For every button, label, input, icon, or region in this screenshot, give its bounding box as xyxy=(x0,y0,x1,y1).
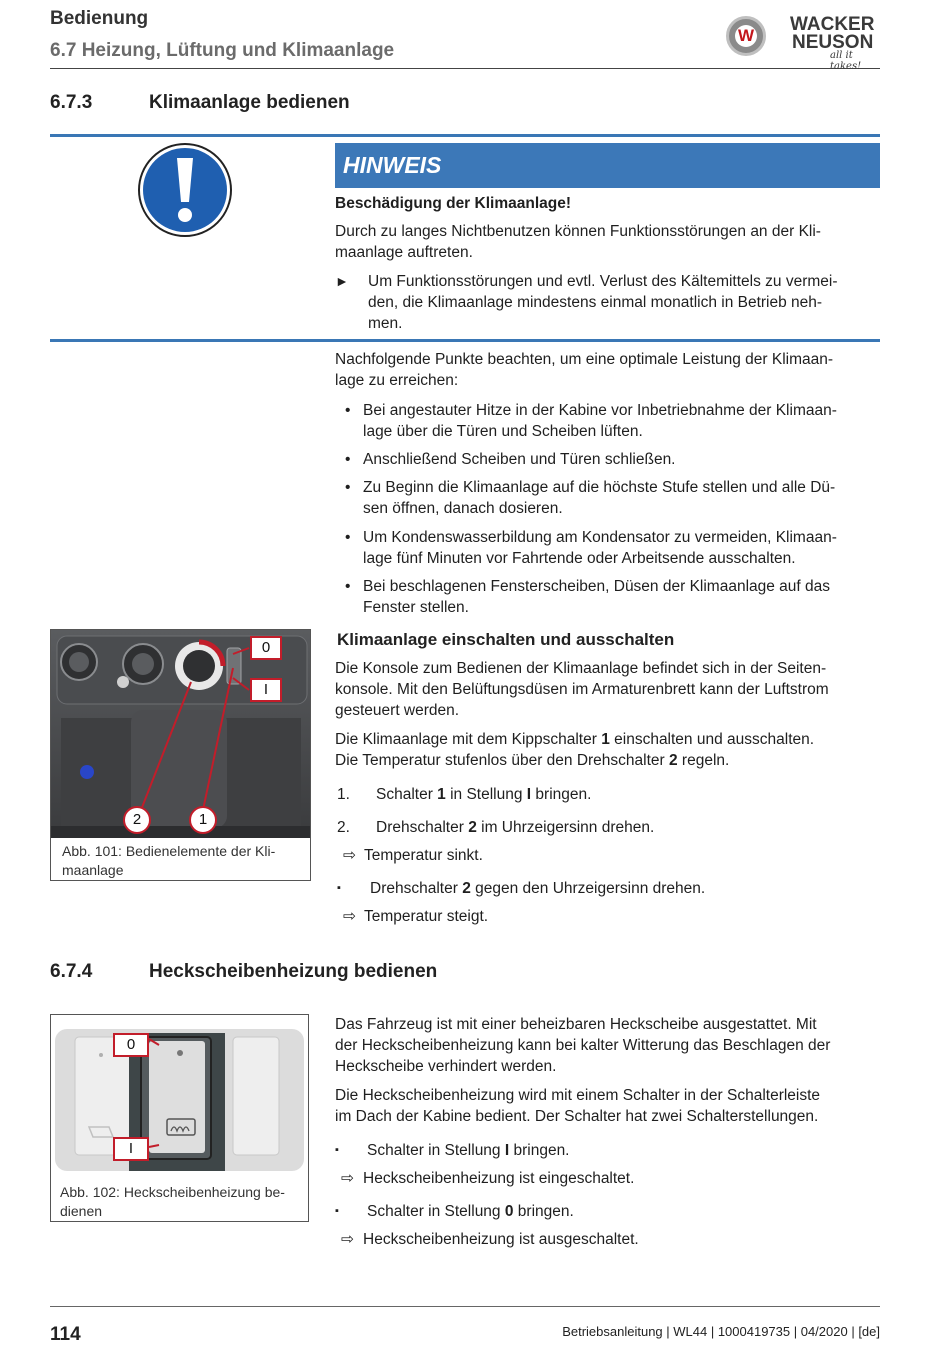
figure-caption-line-1: Abb. 101: Bedienelemente der Kli- xyxy=(62,843,276,859)
intro-line-2: lage zu erreichen: xyxy=(335,372,459,389)
step-1-a: Schalter xyxy=(376,786,438,803)
s674-step-2-b: 0 xyxy=(504,1203,514,1220)
result-1: Temperatur sinkt. xyxy=(364,847,483,864)
bullet-icon: • xyxy=(345,578,351,595)
callout-0: 0 xyxy=(250,636,282,660)
header-divider xyxy=(50,68,880,69)
document-info: Betriebsanleitung | WL44 | 1000419735 | 04/2020 | [de] xyxy=(562,1324,880,1339)
climate-console-photo xyxy=(51,630,310,838)
para2-text-a: Die Klimaanlage mit dem Kippschalter xyxy=(335,731,602,748)
notice-label: HINWEIS xyxy=(343,152,442,178)
step-square-icon: ▪ xyxy=(335,1205,339,1217)
callout-2: 2 xyxy=(123,806,151,834)
brand-logo xyxy=(726,12,882,72)
section-number: 6.7.3 xyxy=(50,92,93,113)
bullet-icon: • xyxy=(345,529,351,546)
section-title: 6.7 Heizung, Lüftung und Klimaanlage xyxy=(50,40,395,61)
notice-action-line-3: men. xyxy=(368,315,403,332)
mandatory-exclamation-icon xyxy=(137,142,233,238)
notice-action-line-2: den, die Klimaanlage mindestens einmal monatlich in Betrieb neh- xyxy=(368,294,823,311)
s674-para2-line-2: im Dach der Kabine bedient. Der Schalter hat zwei Schalterstellungen. xyxy=(335,1108,819,1125)
step-3-b: 2 xyxy=(462,880,471,897)
para3 xyxy=(335,750,729,772)
figure-caption-line-2: dienen xyxy=(60,1203,103,1219)
para1-line-2: konsole. Mit den Belüftungsdüsen im Armaturenbrett kann der Luftstrom xyxy=(335,681,829,698)
step-2-b: 2 xyxy=(468,819,477,836)
rear-window-switch-photo xyxy=(51,1015,308,1177)
figure-101 xyxy=(50,629,311,881)
step-1-d: I xyxy=(526,786,532,803)
point-3-line-2: sen öffnen, danach dosieren. xyxy=(363,500,563,517)
step-2-number: 2. xyxy=(337,819,350,836)
step-square-icon: ▪ xyxy=(335,1144,339,1156)
subheading: Klimaanlage einschalten und ausschalten xyxy=(337,630,675,649)
result-arrow-icon: ⇨ xyxy=(341,1231,354,1248)
section-heading: Heckscheibenheizung bedienen xyxy=(149,961,438,982)
point-5-line-2: Fenster stellen. xyxy=(363,599,469,616)
notice-text-line-2: maanlage auftreten. xyxy=(335,244,473,261)
step-1-e: bringen. xyxy=(531,786,592,803)
para2-text-c: einschalten und ausschalten. xyxy=(609,731,815,748)
step-2-a: Drehschalter xyxy=(376,819,469,836)
page-number: 114 xyxy=(50,1324,81,1345)
section-heading: Klimaanlage bedienen xyxy=(149,92,350,113)
point-1-line-2: lage über die Türen und Scheiben lüften. xyxy=(363,423,643,440)
s674-step-2-a: Schalter in Stellung xyxy=(367,1203,505,1220)
point-4-line-2: lage fünf Minuten vor Fahrtende oder Arbeitsende ausschalten. xyxy=(363,550,796,567)
bullet-icon: • xyxy=(345,479,351,496)
notice-bottom-rule xyxy=(50,339,880,342)
logo-circle-icon: W xyxy=(726,16,766,56)
figure-caption-line-1: Abb. 102: Heckscheibenheizung be- xyxy=(60,1184,285,1200)
s674-result-2: Heckscheibenheizung ist ausgeschaltet. xyxy=(363,1231,639,1248)
s674-para1-line-3: Heckscheibe verhindert werden. xyxy=(335,1058,557,1075)
s674-step-1-b: I xyxy=(504,1142,510,1159)
result-arrow-icon: ⇨ xyxy=(341,1170,354,1187)
s674-step-2 xyxy=(367,1201,574,1223)
para3-text-c: regeln. xyxy=(677,752,730,769)
s674-step-1-a: Schalter in Stellung xyxy=(367,1142,505,1159)
point-1-line-1: Bei angestauter Hitze in der Kabine vor Inbetriebnahme der Klimaan- xyxy=(363,402,837,419)
s674-result-1: Heckscheibenheizung ist eingeschaltet. xyxy=(363,1170,635,1187)
s674-step-1-c: bringen. xyxy=(509,1142,570,1159)
step-2-c: im Uhrzeigersinn drehen. xyxy=(476,819,655,836)
s674-para1-line-2: der Heckscheibenheizung kann bei kalter Witterung das Beschlagen der xyxy=(335,1037,831,1054)
step-square-icon: ▪ xyxy=(337,882,341,894)
step-3-text xyxy=(370,878,705,900)
logo-tagline: all it takes! xyxy=(830,50,862,72)
s674-step-1 xyxy=(367,1140,570,1162)
step-1-text xyxy=(376,784,591,806)
section-number: 6.7.4 xyxy=(50,961,93,982)
point-2-line-1: Anschließend Scheiben und Türen schließen. xyxy=(363,451,676,468)
step-3-a: Drehschalter xyxy=(370,880,463,897)
action-marker-icon: ► xyxy=(335,273,349,289)
point-4-line-1: Um Kondenswasserbildung am Kondensator zu vermeiden, Klimaan- xyxy=(363,529,837,546)
figure-caption-line-2: maanlage xyxy=(62,862,124,878)
notice-top-rule xyxy=(50,134,880,137)
notice-action-line-1: Um Funktionsstörungen und evtl. Verlust des Kältemittels zu vermei- xyxy=(368,273,838,290)
callout-0: 0 xyxy=(113,1033,149,1057)
step-3-c: gegen den Uhrzeigersinn drehen. xyxy=(470,880,706,897)
callout-I: I xyxy=(250,678,282,702)
result-arrow-icon: ⇨ xyxy=(343,847,356,864)
para2 xyxy=(335,729,814,751)
step-1-c: in Stellung xyxy=(445,786,527,803)
step-1-b: 1 xyxy=(437,786,446,803)
logo-line2: NEUSON xyxy=(792,32,874,53)
para1-line-1: Die Konsole zum Bedienen der Klimaanlage befindet sich in der Seiten- xyxy=(335,660,827,677)
bullet-icon: • xyxy=(345,402,351,419)
s674-para2-line-1: Die Heckscheibenheizung wird mit einem Schalter in der Schalterleiste xyxy=(335,1087,821,1104)
result-2: Temperatur steigt. xyxy=(364,908,489,925)
figure-102 xyxy=(50,1014,309,1222)
s674-para1-line-1: Das Fahrzeug ist mit einer beheizbaren Heckscheibe ausgestattet. Mit xyxy=(335,1016,817,1033)
callout-I: I xyxy=(113,1137,149,1161)
notice-label-bar xyxy=(335,143,880,188)
callout-1: 1 xyxy=(189,806,217,834)
step-2-text xyxy=(376,817,654,839)
s674-step-2-c: bringen. xyxy=(513,1203,574,1220)
point-5-line-1: Bei beschlagenen Fensterscheiben, Düsen der Klimaanlage auf das xyxy=(363,578,831,595)
notice-heading: Beschädigung der Klimaanlage! xyxy=(335,195,571,212)
point-3-line-1: Zu Beginn die Klimaanlage auf die höchste Stufe stellen und alle Dü- xyxy=(363,479,836,496)
result-arrow-icon: ⇨ xyxy=(343,908,356,925)
para3-text-a: Die Temperatur stufenlos über den Drehschalter xyxy=(335,752,669,769)
chapter-title: Bedienung xyxy=(50,8,149,29)
para3-ref: 2 xyxy=(669,752,678,769)
para2-ref: 1 xyxy=(601,731,610,748)
bullet-icon: • xyxy=(345,451,351,468)
logo-line1: WACKER xyxy=(790,14,875,35)
notice-text-line-1: Durch zu langes Nichtbenutzen können Funktionsstörungen an der Kli- xyxy=(335,223,821,240)
footer-divider xyxy=(50,1306,880,1307)
para1-line-3: gesteuert werden. xyxy=(335,702,460,719)
intro-line-1: Nachfolgende Punkte beachten, um eine optimale Leistung der Klimaan- xyxy=(335,351,834,368)
step-1-number: 1. xyxy=(337,786,350,803)
